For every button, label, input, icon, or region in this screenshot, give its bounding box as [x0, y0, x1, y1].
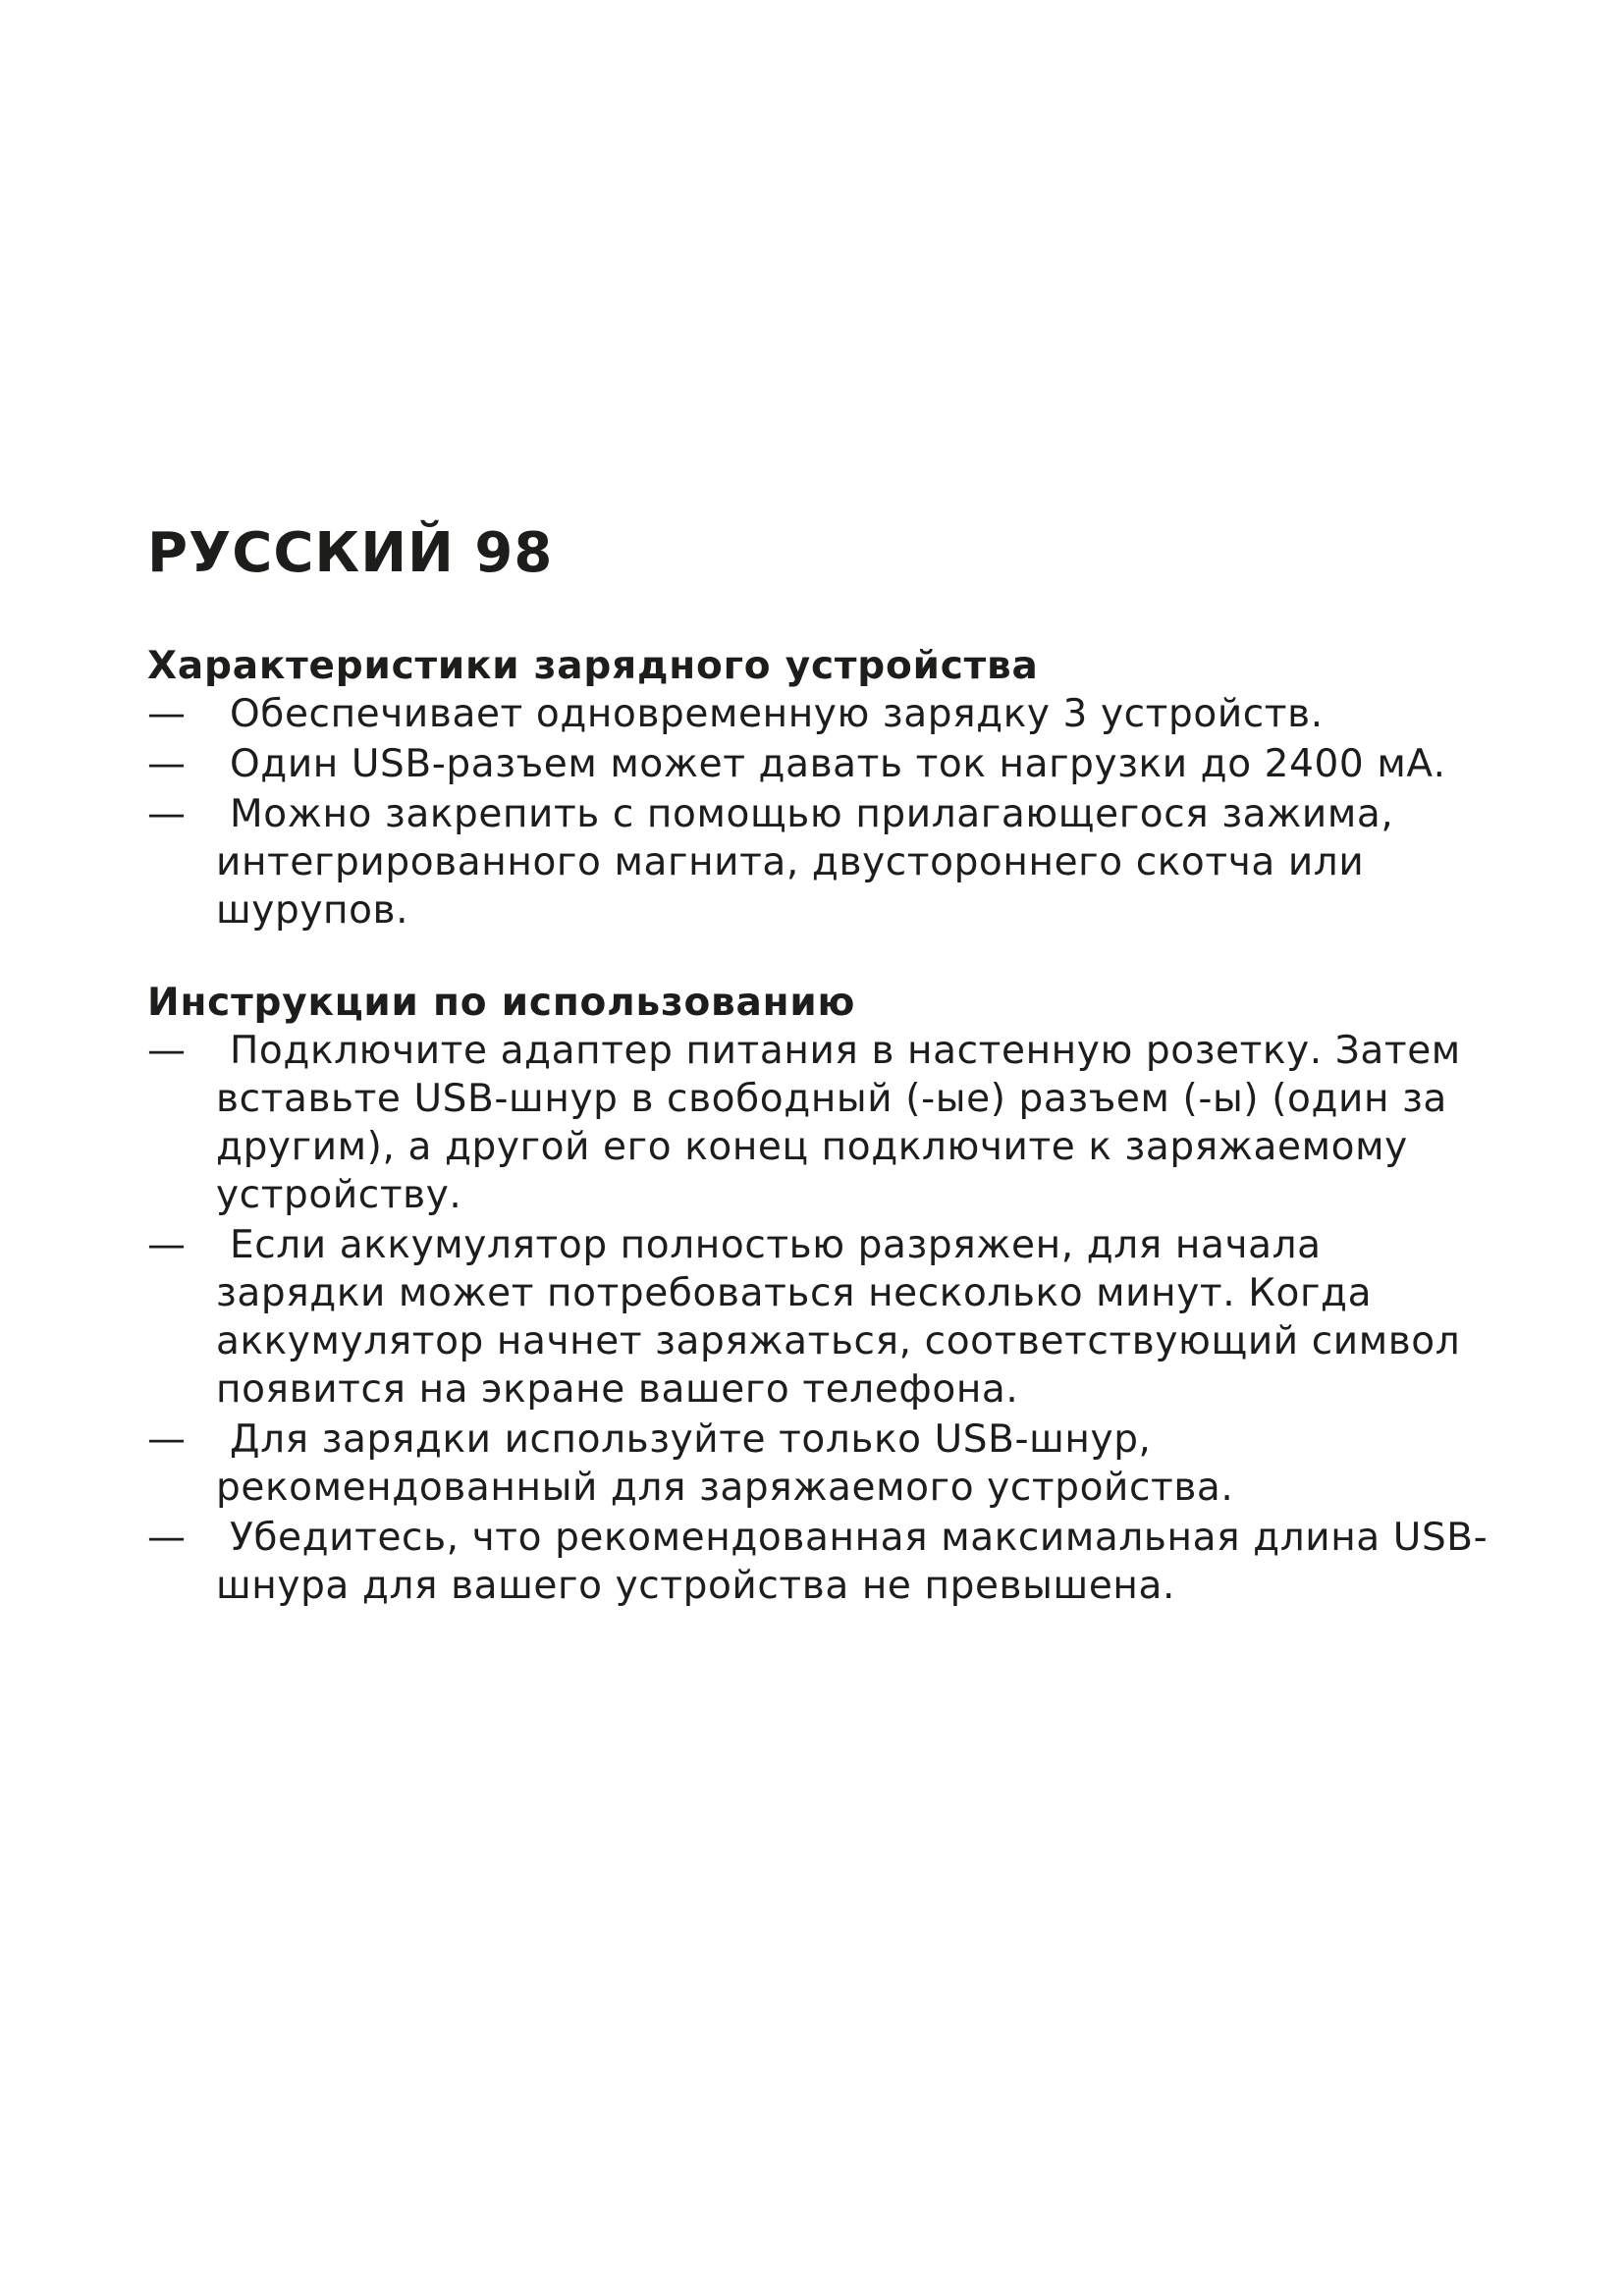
list-item-text: Для зарядки используйте только USB-шнур, рекомендованный для заряжаемого устройства.	[216, 1417, 1234, 1510]
dash-bullet-icon: —	[147, 1223, 187, 1267]
dash-bullet-icon: —	[147, 692, 187, 736]
page-title: РУССКИЙ 98	[147, 521, 554, 585]
list-item	[147, 790, 1502, 934]
features-section	[147, 643, 1502, 936]
list-item-text: Один USB-разъем может давать ток нагрузки до 2400 мА.	[230, 742, 1446, 786]
dash-bullet-icon: —	[147, 1417, 187, 1462]
instructions-list	[147, 1027, 1502, 1610]
dash-bullet-icon: —	[147, 742, 187, 786]
list-item-text: Убедитесь, что рекомендованная максимальная длина USB-шнура для вашего устройства не превышена.	[216, 1516, 1489, 1608]
list-item-text: Можно закрепить с помощью прилагающегося зажима, интегрированного магнита, двустороннего скотча или шурупов.	[216, 792, 1394, 933]
list-item	[147, 740, 1502, 788]
instructions-section	[147, 980, 1502, 1612]
list-item	[147, 1514, 1502, 1610]
dash-bullet-icon: —	[147, 1516, 187, 1560]
list-item	[147, 1027, 1502, 1219]
dash-bullet-icon: —	[147, 1029, 187, 1073]
list-item	[147, 690, 1502, 738]
list-item-text: Если аккумулятор полностью разряжен, для начала зарядки может потребоваться несколько минут. Когда аккумулятор начнет заряжаться, соответствующий символ появится на экране вашего телефона.	[216, 1223, 1461, 1412]
dash-bullet-icon: —	[147, 792, 187, 836]
list-item-text: Подключите адаптер питания в настенную розетку. Затем вставьте USB-шнур в свободный (-ые) разъем (-ы) (один за другим), а другой его конец подключите к заряжаемому устройству.	[216, 1029, 1461, 1217]
instructions-heading: Инструкции по использованию	[147, 981, 856, 1025]
features-heading: Характеристики зарядного устройства	[147, 644, 1039, 688]
features-list	[147, 690, 1502, 934]
list-item-text: Обеспечивает одновременную зарядку 3 устройств.	[230, 692, 1324, 736]
list-item	[147, 1221, 1502, 1414]
list-item	[147, 1415, 1502, 1512]
